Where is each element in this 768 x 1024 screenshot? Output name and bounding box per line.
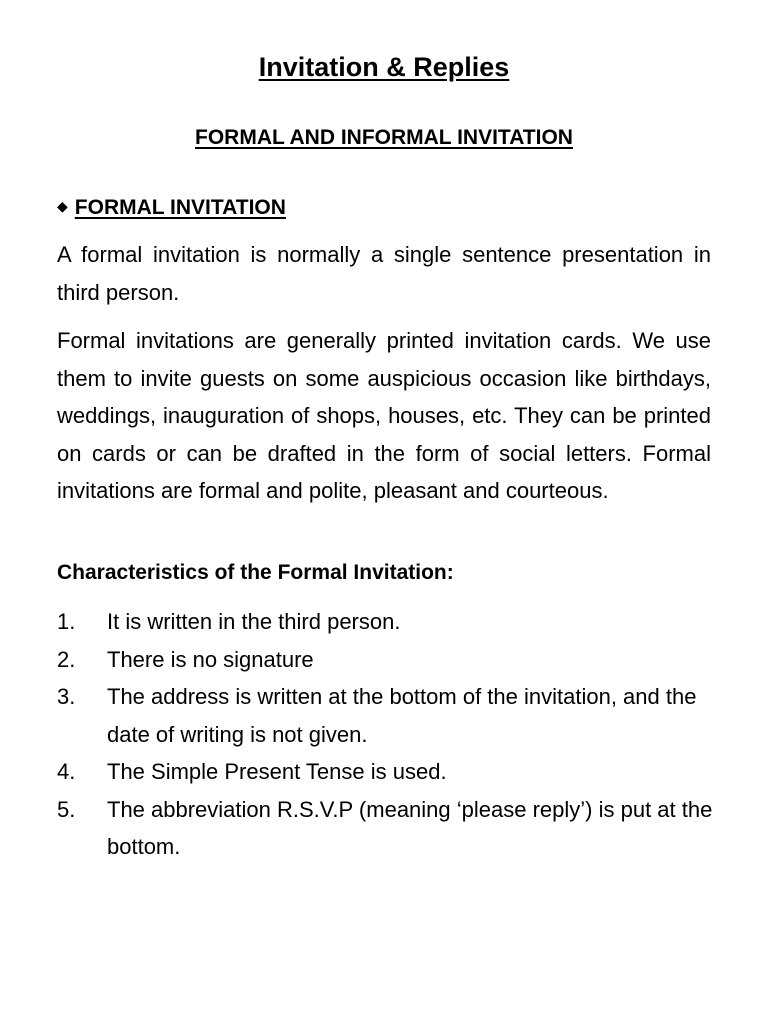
list-item-text: The abbreviation R.S.V.P (meaning ‘please reply’) is put at the bottom.	[107, 796, 713, 859]
list-item-number: 1.	[57, 609, 76, 634]
section-heading	[57, 192, 286, 222]
page-subtitle: FORMAL AND INFORMAL INVITATION	[195, 126, 573, 149]
list-item	[57, 603, 717, 641]
list-item-number: 4.	[57, 759, 76, 784]
paragraph-description: Formal invitations are generally printed invitation cards. We use them to invite guests on some auspicious occasion like birthdays, weddings, inauguration of shops, houses, etc. They can be printed on cards or can be drafted in the form of social letters. Formal invitations are formal and polite, pleasant and courteous.	[57, 328, 711, 503]
list-item	[57, 678, 717, 753]
paragraph-definition: A formal invitation is normally a single sentence presentation in third person.	[57, 242, 711, 305]
page-title: Invitation & Replies	[258, 52, 510, 82]
list-item-number: 3.	[57, 684, 76, 709]
list-item-text: There is no signature	[107, 646, 314, 672]
list-item-text: The Simple Present Tense is used.	[107, 759, 447, 784]
list-item	[57, 753, 717, 791]
list-item-text: It is written in the third person.	[107, 609, 401, 634]
list-item-text: The address is written at the bottom of the invitation, and the date of writing is not given.	[107, 684, 697, 747]
list-item	[57, 641, 717, 679]
list-item	[57, 791, 717, 866]
characteristics-list	[57, 603, 717, 866]
section-heading-text: FORMAL INVITATION	[74, 196, 286, 219]
list-item-number: 2.	[57, 646, 76, 672]
characteristics-heading: Characteristics of the Formal Invitation:	[57, 561, 454, 584]
list-item-number: 5.	[57, 796, 76, 822]
diamond-bullet-icon: ◆	[57, 198, 68, 214]
